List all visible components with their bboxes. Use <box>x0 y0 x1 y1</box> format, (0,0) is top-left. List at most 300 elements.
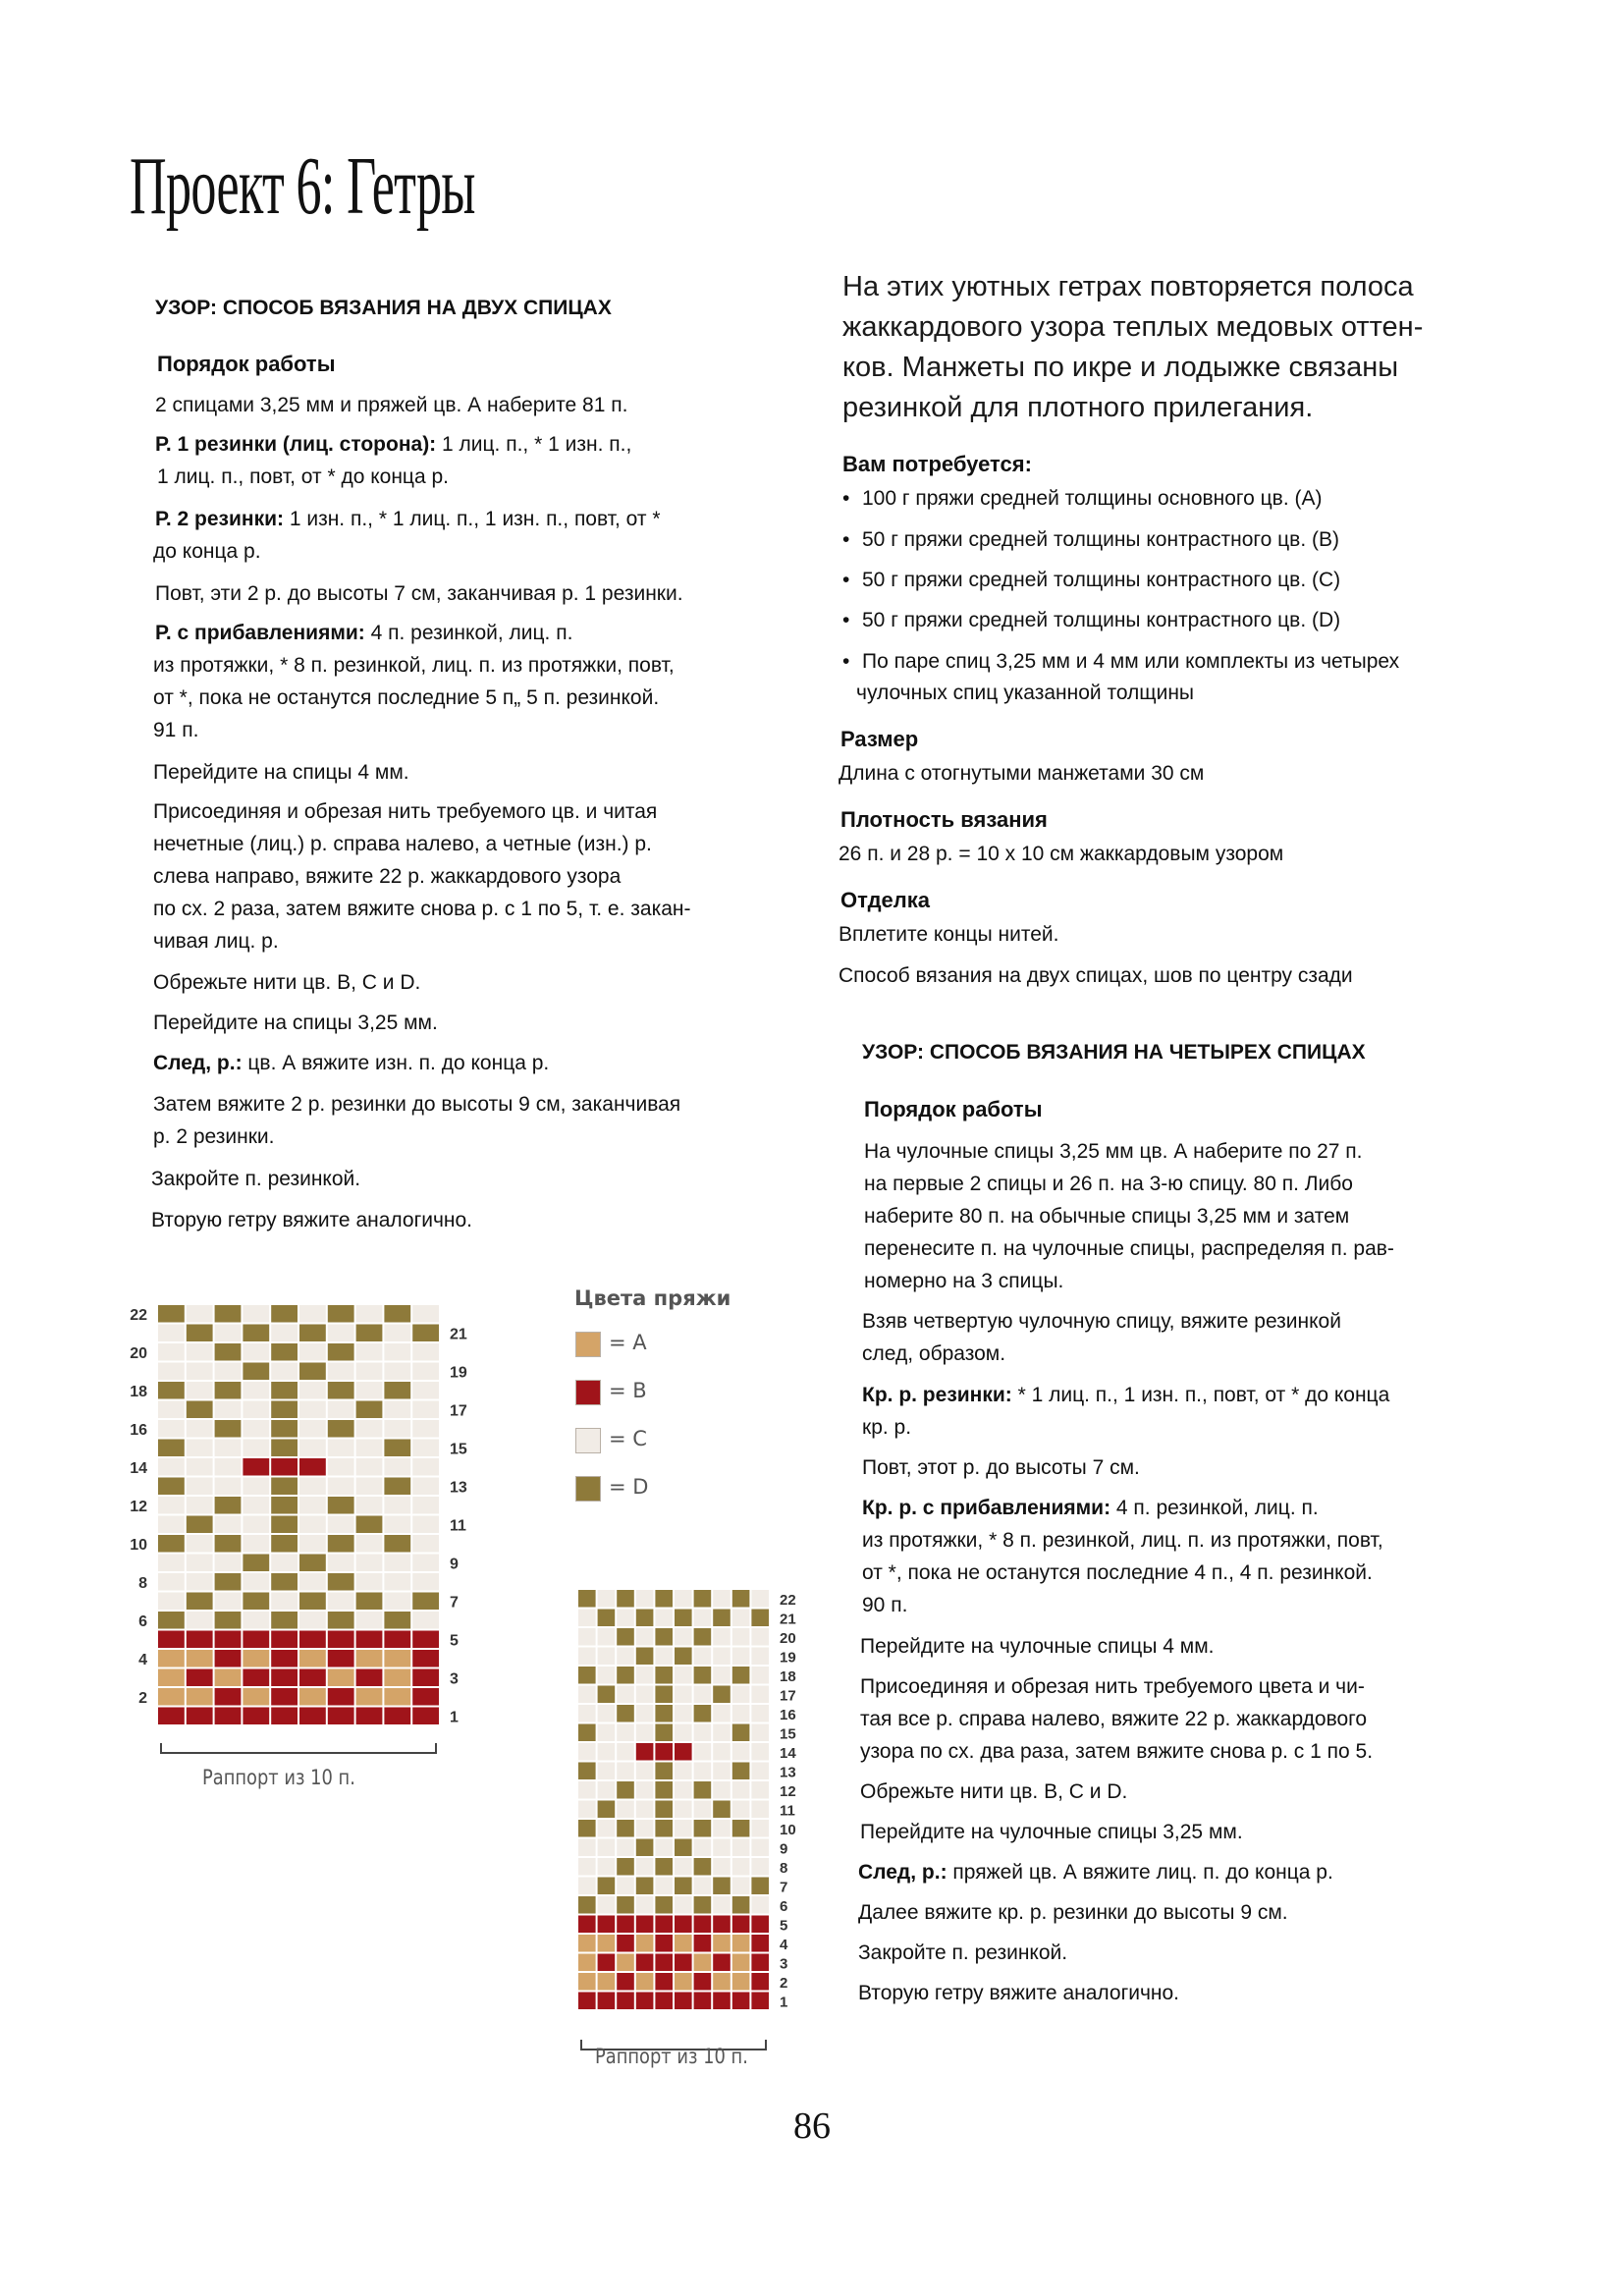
paragraph: слева направо, вяжите 22 р. жаккардового узора <box>153 865 622 888</box>
chart-cell <box>655 1610 673 1627</box>
chart-cell <box>215 1612 242 1629</box>
chart-cell <box>215 1325 242 1342</box>
paragraph: Повт, этот р. до высоты 7 см. <box>862 1456 1140 1479</box>
chart-cell <box>187 1535 213 1553</box>
chart-cell <box>384 1382 410 1399</box>
chart-cell <box>751 1858 769 1876</box>
chart-cell <box>158 1669 185 1687</box>
section-heading-four-needles: УЗОР: СПОСОБ ВЯЗАНИЯ НА ЧЕТЫРЕХ СПИЦАХ <box>862 1041 1366 1064</box>
chart-cell <box>732 1801 750 1819</box>
chart-cell <box>271 1325 298 1342</box>
finish-heading: Отделка <box>840 888 931 912</box>
chart-cell <box>243 1555 269 1572</box>
chart-cell <box>713 1916 731 1934</box>
chart-cell <box>732 1648 750 1666</box>
chart-cell <box>328 1420 354 1438</box>
chart-cell <box>328 1535 354 1553</box>
chart-cell <box>598 1858 616 1876</box>
chart-cell <box>636 1610 654 1627</box>
chart-cell <box>636 1590 654 1608</box>
needs-list-item: 50 г пряжи средней толщины контрастного цв. (D) <box>862 609 1341 631</box>
paragraph-text: пряжей цв. А вяжите лиц. п. до конца р. <box>947 1861 1333 1884</box>
chart-cell <box>215 1420 242 1438</box>
chart-cell <box>356 1516 383 1534</box>
chart-cell <box>598 1648 616 1666</box>
chart-cell <box>356 1612 383 1629</box>
chart-cell <box>271 1497 298 1514</box>
chart-cell <box>655 1916 673 1934</box>
row-number-label: 11 <box>450 1517 466 1535</box>
chart-cell <box>328 1688 354 1706</box>
needs-list-item: По паре спиц 3,25 мм и 4 мм или комплекты из четырех <box>862 650 1400 673</box>
chart-cell <box>713 1610 731 1627</box>
chart-cell <box>384 1535 410 1553</box>
chart-cell <box>158 1305 185 1323</box>
chart-cell <box>328 1669 354 1687</box>
chart-cell <box>158 1650 185 1667</box>
paragraph-label: Р. 1 резинки (лиц. сторона): <box>155 433 437 456</box>
chart-cell <box>299 1516 326 1534</box>
chart-cell <box>694 1839 712 1857</box>
chart-cell <box>328 1612 354 1629</box>
chart-cell <box>636 1686 654 1704</box>
chart-cell <box>578 1954 596 1972</box>
legend-title: Цвета пряжи <box>574 1286 731 1310</box>
paragraph: от *, пока не останутся последние 5 п„ 5 п. резинкой. <box>153 686 660 709</box>
row-number-label: 9 <box>450 1556 459 1573</box>
chart-cell <box>412 1382 439 1399</box>
chart-cell <box>655 1820 673 1837</box>
chart-cell <box>751 1648 769 1666</box>
chart-cell <box>299 1708 326 1725</box>
paragraph: Обрежьте нити цв. В, С и D. <box>860 1780 1128 1803</box>
chart-cell <box>243 1516 269 1534</box>
chart-cell <box>655 1724 673 1742</box>
chart-cell <box>694 1973 712 1991</box>
legend-label: = B <box>609 1379 647 1402</box>
chart-cell <box>356 1305 383 1323</box>
chart-cell <box>578 1858 596 1876</box>
chart-cell <box>187 1593 213 1611</box>
paragraph: кр. р. <box>862 1416 912 1439</box>
chart-cell <box>356 1688 383 1706</box>
chart-cell <box>271 1555 298 1572</box>
row-number-label: 16 <box>130 1421 147 1439</box>
chart-cell <box>158 1612 185 1629</box>
chart-cell <box>636 1896 654 1914</box>
paragraph: чивая лиц. р. <box>153 930 279 953</box>
chart-cell <box>187 1343 213 1361</box>
chart-cell <box>675 1896 692 1914</box>
chart-cell <box>412 1497 439 1514</box>
chart-cell <box>675 1839 692 1857</box>
chart-cell <box>187 1555 213 1572</box>
chart-cell <box>356 1708 383 1725</box>
paragraph: наберите 80 п. на обычные спицы 3,25 мм и затем <box>864 1205 1350 1228</box>
chart-cell <box>384 1708 410 1725</box>
chart-cell <box>578 1935 596 1952</box>
chart-cell <box>636 1973 654 1991</box>
paragraph-text: 4 п. резинкой, лиц. п. <box>364 622 573 644</box>
chart-cell <box>158 1325 185 1342</box>
chart-cell <box>271 1305 298 1323</box>
lead-paragraph: резинкой для плотного прилегания. <box>842 392 1314 423</box>
chart-cell <box>158 1440 185 1457</box>
chart-cell <box>751 1763 769 1780</box>
chart-cell <box>243 1343 269 1361</box>
chart-cell <box>598 1667 616 1684</box>
chart-cell <box>356 1573 383 1591</box>
bullet-marker: • <box>842 487 850 510</box>
chart-cell <box>158 1593 185 1611</box>
row-number-label: 21 <box>450 1326 467 1343</box>
chart-cell <box>598 1896 616 1914</box>
chart-cell <box>356 1458 383 1476</box>
chart-cell <box>356 1343 383 1361</box>
chart-cell <box>412 1478 439 1496</box>
chart-cell <box>243 1305 269 1323</box>
chart-cell <box>271 1458 298 1476</box>
chart-cell <box>694 1801 712 1819</box>
chart-cell <box>694 1590 712 1608</box>
needs-list-continuation: чулочных спиц указанной толщины <box>856 682 1195 704</box>
chart-cell <box>187 1631 213 1649</box>
chart-cell <box>675 1878 692 1895</box>
chart-cell <box>598 1973 616 1991</box>
row-number-label: 10 <box>130 1536 147 1554</box>
chart-cell <box>187 1420 213 1438</box>
row-number-label: 2 <box>138 1689 147 1707</box>
chart-cell <box>328 1440 354 1457</box>
chart-cell <box>732 1878 750 1895</box>
rapport-bracket <box>161 1743 436 1753</box>
chart-cell <box>412 1612 439 1629</box>
chart-cell <box>299 1458 326 1476</box>
chart-cell <box>598 1916 616 1934</box>
chart-cell <box>243 1401 269 1419</box>
paragraph-text: 4 п. резинкой, лиц. п. <box>1110 1497 1319 1519</box>
chart-cell <box>636 1705 654 1722</box>
chart-cell <box>713 1763 731 1780</box>
legend-swatch <box>575 1332 601 1357</box>
row-number-label: 3 <box>780 1955 788 1973</box>
chart-cell <box>356 1325 383 1342</box>
chart-cell <box>412 1650 439 1667</box>
chart-cell <box>215 1497 242 1514</box>
chart-cell <box>694 1781 712 1799</box>
row-number-label: 2 <box>780 1974 788 1992</box>
chart-cell <box>328 1516 354 1534</box>
chart-cell <box>694 1686 712 1704</box>
chart-cell <box>598 1781 616 1799</box>
paragraph: Обрежьте нити цв. В, С и D. <box>153 971 421 994</box>
paragraph: перенесите п. на чулочные спицы, распределяя п. рав- <box>864 1237 1394 1260</box>
chart-cell <box>751 1781 769 1799</box>
chart-cell <box>636 1839 654 1857</box>
chart-cell <box>694 1743 712 1761</box>
chart-cell <box>655 1743 673 1761</box>
chart-cell <box>215 1516 242 1534</box>
chart-cell <box>636 1916 654 1934</box>
chart-cell <box>215 1669 242 1687</box>
chart-cell <box>751 1878 769 1895</box>
row-number-label: 15 <box>450 1441 467 1458</box>
paragraph: номерно на 3 спицы. <box>864 1270 1064 1292</box>
chart-cell <box>694 1724 712 1742</box>
chart-cell <box>328 1458 354 1476</box>
chart-cell <box>713 1878 731 1895</box>
chart-cell <box>598 1743 616 1761</box>
chart-cell <box>356 1478 383 1496</box>
row-number-label: 19 <box>780 1649 796 1667</box>
chart-cell <box>732 1781 750 1799</box>
chart-cell <box>299 1535 326 1553</box>
paragraph: тая все р. справа налево, вяжите 22 р. жаккардового <box>860 1708 1368 1730</box>
chart-cell <box>271 1573 298 1591</box>
chart-cell <box>299 1363 326 1381</box>
chart-cell <box>655 1763 673 1780</box>
legend-swatch <box>575 1476 601 1502</box>
chart-cell <box>617 1628 634 1646</box>
legend-label: = D <box>609 1475 649 1499</box>
paragraph: Перейдите на спицы 4 мм. <box>153 761 409 784</box>
chart-cell <box>655 1781 673 1799</box>
chart-cell <box>187 1305 213 1323</box>
chart-cell <box>578 1648 596 1666</box>
lead-paragraph: На этих уютных гетрах повторяется полоса <box>842 271 1414 302</box>
chart-cell <box>243 1420 269 1438</box>
chart-cell <box>356 1420 383 1438</box>
chart-cell <box>271 1382 298 1399</box>
legend-swatch <box>575 1428 601 1453</box>
paragraph: 90 п. <box>862 1594 908 1616</box>
chart-cell <box>299 1401 326 1419</box>
chart-cell <box>732 1763 750 1780</box>
chart-cell <box>158 1420 185 1438</box>
chart-cell <box>356 1669 383 1687</box>
chart-cell <box>675 1667 692 1684</box>
chart-cell <box>187 1669 213 1687</box>
chart-cell <box>243 1573 269 1591</box>
legend-label: = A <box>609 1331 647 1354</box>
chart-caption: Раппорт из 10 п. <box>202 1766 355 1789</box>
paragraph: Перейдите на спицы 3,25 мм. <box>153 1011 438 1034</box>
chart-cell <box>158 1497 185 1514</box>
paragraph-label: Р. с прибавлениями: <box>155 622 365 644</box>
chart-cell <box>578 1993 596 2010</box>
paragraph: из протяжки, * 8 п. резинкой, лиц. п. из протяжки, повт, <box>153 654 675 677</box>
chart-cell <box>328 1382 354 1399</box>
chart-cell <box>243 1650 269 1667</box>
chart-cell <box>215 1688 242 1706</box>
chart-cell <box>384 1612 410 1629</box>
row-number-label: 12 <box>780 1782 796 1800</box>
chart-cell <box>617 1648 634 1666</box>
chart-cell <box>617 1801 634 1819</box>
chart-cell <box>215 1401 242 1419</box>
chart-cell <box>636 1763 654 1780</box>
chart-cell <box>328 1631 354 1649</box>
chart-cell <box>578 1820 596 1837</box>
chart-cell <box>328 1343 354 1361</box>
row-number-label: 6 <box>780 1897 788 1915</box>
paragraph: от *, пока не останутся последние 4 п., 4 п. резинкой. <box>862 1561 1373 1584</box>
paragraph-text: * 1 лиц. п., 1 изн. п., повт, от * до конца <box>1011 1384 1390 1406</box>
chart-cell <box>578 1610 596 1627</box>
chart-cell <box>412 1631 439 1649</box>
chart-cell <box>655 1839 673 1857</box>
chart-cell <box>187 1440 213 1457</box>
chart-cell <box>412 1343 439 1361</box>
chart-cell <box>617 1858 634 1876</box>
chart-cell <box>578 1896 596 1914</box>
chart-cell <box>328 1305 354 1323</box>
legend-label: = C <box>609 1427 647 1450</box>
row-number-label: 16 <box>780 1706 796 1723</box>
chart-cell <box>636 1820 654 1837</box>
chart-cell <box>617 1686 634 1704</box>
chart-cell <box>694 1954 712 1972</box>
chart-cell <box>636 1648 654 1666</box>
needs-heading: Вам потребуется: <box>842 452 1032 476</box>
chart-cell <box>299 1573 326 1591</box>
chart-cell <box>271 1688 298 1706</box>
chart-cell <box>412 1535 439 1553</box>
paragraph: Далее вяжите кр. р. резинки до высоты 9 см. <box>858 1901 1288 1924</box>
chart-cell <box>384 1363 410 1381</box>
chart-cell <box>713 1628 731 1646</box>
paragraph: 91 п. <box>153 719 199 741</box>
chart-cell <box>694 1993 712 2010</box>
chart-cell <box>598 1610 616 1627</box>
chart-cell <box>384 1573 410 1591</box>
chart-cell <box>636 1858 654 1876</box>
chart-cell <box>598 1686 616 1704</box>
chart-cell <box>215 1458 242 1476</box>
chart-cell <box>328 1497 354 1514</box>
chart-cell <box>713 1801 731 1819</box>
row-number-label: 20 <box>130 1344 147 1362</box>
chart-cell <box>215 1382 242 1399</box>
chart-cell <box>299 1631 326 1649</box>
chart-cell <box>271 1593 298 1611</box>
chart-cell <box>751 1705 769 1722</box>
row-number-label: 1 <box>780 1994 788 2011</box>
chart-cell <box>412 1669 439 1687</box>
chart-cell <box>751 1820 769 1837</box>
chart-cell <box>158 1631 185 1649</box>
chart-cell <box>187 1401 213 1419</box>
row-number-label: 10 <box>780 1821 796 1838</box>
chart-cell <box>617 1916 634 1934</box>
chart-cell <box>694 1648 712 1666</box>
chart-cell <box>732 1916 750 1934</box>
chart-cell <box>598 1724 616 1742</box>
row-number-label: 9 <box>780 1840 788 1858</box>
chart-cell <box>598 1820 616 1837</box>
chart-cell <box>215 1343 242 1361</box>
paragraph: На чулочные спицы 3,25 мм цв. А наберите по 27 п. <box>864 1140 1363 1163</box>
paragraph: из протяжки, * 8 п. резинкой, лиц. п. из протяжки, повт, <box>862 1529 1383 1552</box>
row-number-label: 5 <box>450 1632 459 1650</box>
row-number-label: 4 <box>780 1936 788 1953</box>
chart-cell <box>384 1458 410 1476</box>
finish-text: Способ вязания на двух спицах, шов по центру сзади <box>839 964 1353 987</box>
paragraph-label: Кр. р. с прибавлениями: <box>862 1497 1111 1519</box>
chart-cell <box>187 1612 213 1629</box>
row-number-label: 21 <box>780 1611 796 1628</box>
chart-cell <box>243 1497 269 1514</box>
chart-cell <box>617 1993 634 2010</box>
chart-cell <box>713 1820 731 1837</box>
chart-cell <box>243 1593 269 1611</box>
chart-cell <box>158 1458 185 1476</box>
chart-cell <box>384 1325 410 1342</box>
chart-cell <box>299 1497 326 1514</box>
chart-cell <box>751 1667 769 1684</box>
chart-cell <box>598 1954 616 1972</box>
chart-cell <box>636 1743 654 1761</box>
paragraph-label: Р. 2 резинки: <box>155 508 284 530</box>
chart-cell <box>299 1343 326 1361</box>
paragraph: след, образом. <box>862 1342 1006 1365</box>
chart-cell <box>675 1763 692 1780</box>
paragraph: р. 2 резинки. <box>153 1125 275 1148</box>
chart-cell <box>299 1420 326 1438</box>
chart-cell <box>187 1516 213 1534</box>
needs-list-item: 100 г пряжи средней толщины основного цв. (А) <box>862 487 1323 510</box>
chart-cell <box>732 1858 750 1876</box>
chart-cell <box>636 1628 654 1646</box>
row-number-label: 3 <box>450 1670 459 1688</box>
chart-cell <box>617 1781 634 1799</box>
bullet-marker: • <box>842 609 850 631</box>
chart-cell <box>299 1478 326 1496</box>
chart-cell <box>675 1820 692 1837</box>
chart-cell <box>732 1973 750 1991</box>
chart-cell <box>578 1667 596 1684</box>
row-number-label: 12 <box>130 1498 147 1515</box>
chart-cell <box>617 1935 634 1952</box>
paragraph-label: След, р.: <box>153 1052 243 1074</box>
chart-cell <box>617 1896 634 1914</box>
chart-cell <box>694 1820 712 1837</box>
chart-cell <box>412 1516 439 1534</box>
chart-cell <box>187 1573 213 1591</box>
row-number-label: 5 <box>780 1917 788 1935</box>
chart-cell <box>356 1440 383 1457</box>
paragraph: на первые 2 спицы и 26 п. на 3-ю спицу. 80 п. Либо <box>864 1173 1353 1195</box>
chart-cell <box>271 1669 298 1687</box>
chart-cell <box>655 1648 673 1666</box>
chart-cell <box>694 1705 712 1722</box>
needs-list-item: 50 г пряжи средней толщины контрастного цв. (С) <box>862 569 1341 591</box>
chart-cell <box>412 1363 439 1381</box>
chart-cell <box>412 1401 439 1419</box>
chart-cell <box>636 1724 654 1742</box>
chart-cell <box>384 1688 410 1706</box>
chart-cell <box>598 1993 616 2010</box>
chart-cell <box>412 1325 439 1342</box>
subheading-procedure: Порядок работы <box>157 352 336 376</box>
chart-cell <box>732 1743 750 1761</box>
chart-cell <box>598 1590 616 1608</box>
chart-cell <box>356 1363 383 1381</box>
chart-cell <box>356 1593 383 1611</box>
chart-cell <box>713 1839 731 1857</box>
chart-cell <box>617 1724 634 1742</box>
chart-cell <box>271 1612 298 1629</box>
